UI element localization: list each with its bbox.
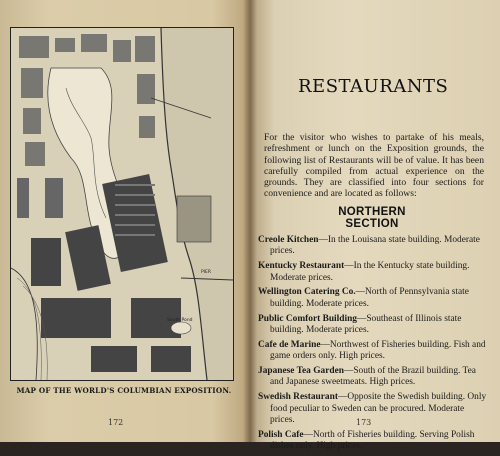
restaurant-name: Kentucky Restaurant [258, 261, 345, 272]
list-item [258, 314, 490, 337]
list-item [258, 366, 490, 389]
page-number-left: 172 [108, 418, 124, 427]
restaurant-description: —North of Pennsylvania state building. Moderate prices. [270, 287, 469, 309]
restaurant-description: —North of Fisheries building. Serving Polish dishes only. High prices. [270, 429, 475, 452]
restaurant-name: Wellington Catering Co. [258, 287, 356, 298]
left-page [0, 0, 250, 442]
list-item [258, 392, 490, 426]
page-title: RESTAURANTS [298, 76, 449, 97]
map-label-pier: PIER [201, 270, 212, 275]
restaurant-name: Swedish Restaurant [258, 392, 338, 403]
book-gutter [243, 0, 257, 442]
map-label-south-pond: South Pond [167, 318, 193, 323]
list-item [258, 287, 490, 310]
list-item [258, 261, 490, 284]
list-item [258, 430, 490, 453]
restaurant-description: —In the Kentucky state building. Moderate prices. [270, 261, 470, 283]
restaurant-description: —Northwest of Fisheries building. Fish and game orders only. High prices. [270, 339, 486, 362]
restaurant-description: —South of the Brazil building. Tea and Japanese sweetmeats. High prices. [270, 366, 476, 388]
restaurant-name: Polish Cafe [258, 429, 304, 440]
map-caption: MAP OF THE WORLD'S COLUMBIAN EXPOSITION. [16, 386, 232, 395]
restaurant-description: —Southeast of Illinois state building. Moderate prices. [270, 313, 462, 336]
list-item [258, 340, 490, 363]
section-title: NORTHERN SECTION [338, 206, 406, 230]
restaurant-name: Public Comfort Building [258, 313, 357, 324]
restaurant-name: Cafe de Marine [258, 339, 321, 350]
exposition-map [10, 27, 234, 381]
restaurant-name: Japanese Tea Garden [258, 366, 344, 377]
restaurant-list [258, 235, 490, 456]
intro-paragraph: For the visitor who wishes to partake of his meals, refreshment or lunch on the Exposition grounds, the following list of Restaurants will be of value. It has been carefully compiled from actual experience on the grounds. They are classified into four sections for convenience and are located as follows: [264, 132, 484, 200]
restaurant-description: —Opposite the Swedish building. Only food peculiar to Sweden can be procured. Moderate prices. [270, 392, 487, 426]
restaurant-name: Creole Kitchen [258, 235, 319, 245]
list-item [258, 235, 490, 258]
exposition-map-drawing [11, 28, 233, 380]
restaurant-description: —In the Louisana state building. Moderate prices. [270, 235, 480, 257]
page-number-right: 173 [356, 418, 372, 427]
